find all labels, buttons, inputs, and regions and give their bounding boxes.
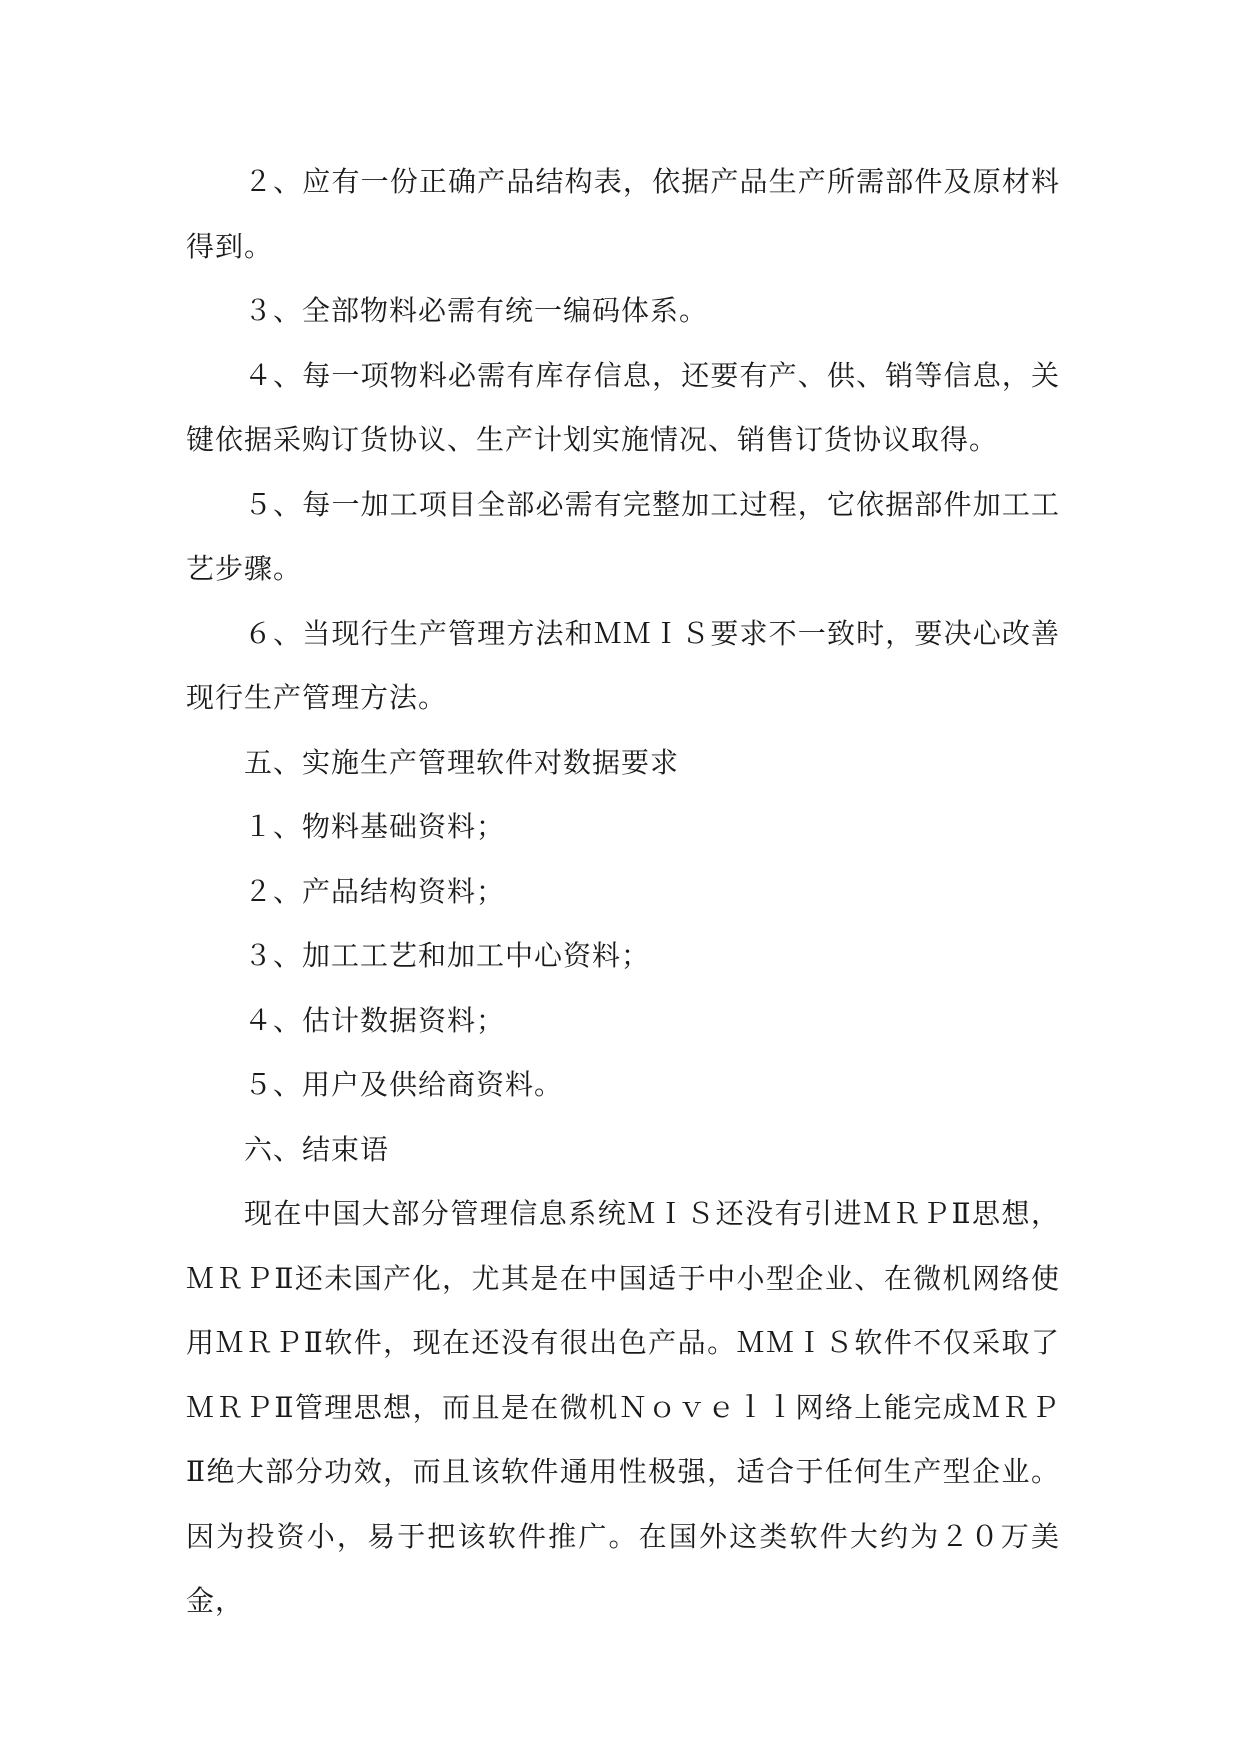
list-item: ２、产品结构资料； [244,874,506,908]
paragraph-item-2: ２、应有一份正确产品结构表，依据产品生产所需部件及原材料得到。 [186,165,1060,263]
list-item: ４、估计数据资料； [244,1003,506,1037]
list-item: ５、用户及供给商资料。 [244,1068,564,1101]
section-heading-5: 五、实施生产管理软件对数据要求 [244,745,680,779]
section-heading-6: 六、结束语 [244,1132,390,1166]
list-item: １、物料基础资料； [244,810,506,843]
document-body [186,150,1060,1634]
paragraph-item-3: ３、全部物料必需有统一编码体系。 [244,294,709,327]
paragraph-item-6: ６、当现行生产管理方法和ＭＭＩＳ要求不一致时，要决心改善现行生产管理方法。 [186,616,1060,714]
paragraph-item-5: ５、每一加工项目全部必需有完整加工过程，它依据部件加工工艺步骤。 [186,487,1060,585]
conclusion-paragraph: 现在中国大部分管理信息系统ＭＩＳ还没有引进ＭＲＰⅡ思想，ＭＲＰⅡ还未国产化，尤其是在中国适于中小型企业、在微机网络使用ＭＲＰⅡ软件，现在还没有很出色产品。ＭＭＩＳ软件不仅采取了ＭＲＰⅡ管理思想，而且是在微机Ｎｏｖｅｌｌ网络上能完成ＭＲＰⅡ绝大部分功效，而且该软件通用性极强，适合于任何生产型企业。因为投资小，易于把该软件推广。在国外这类软件大约为２０万美金， [186,1197,1060,1617]
paragraph-item-4: ４、每一项物料必需有库存信息，还要有产、供、销等信息，关键依据采购订货协议、生产计划实施情况、销售订货协议取得。 [186,358,1060,456]
list-item: ３、加工工艺和加工中心资料； [244,939,651,972]
